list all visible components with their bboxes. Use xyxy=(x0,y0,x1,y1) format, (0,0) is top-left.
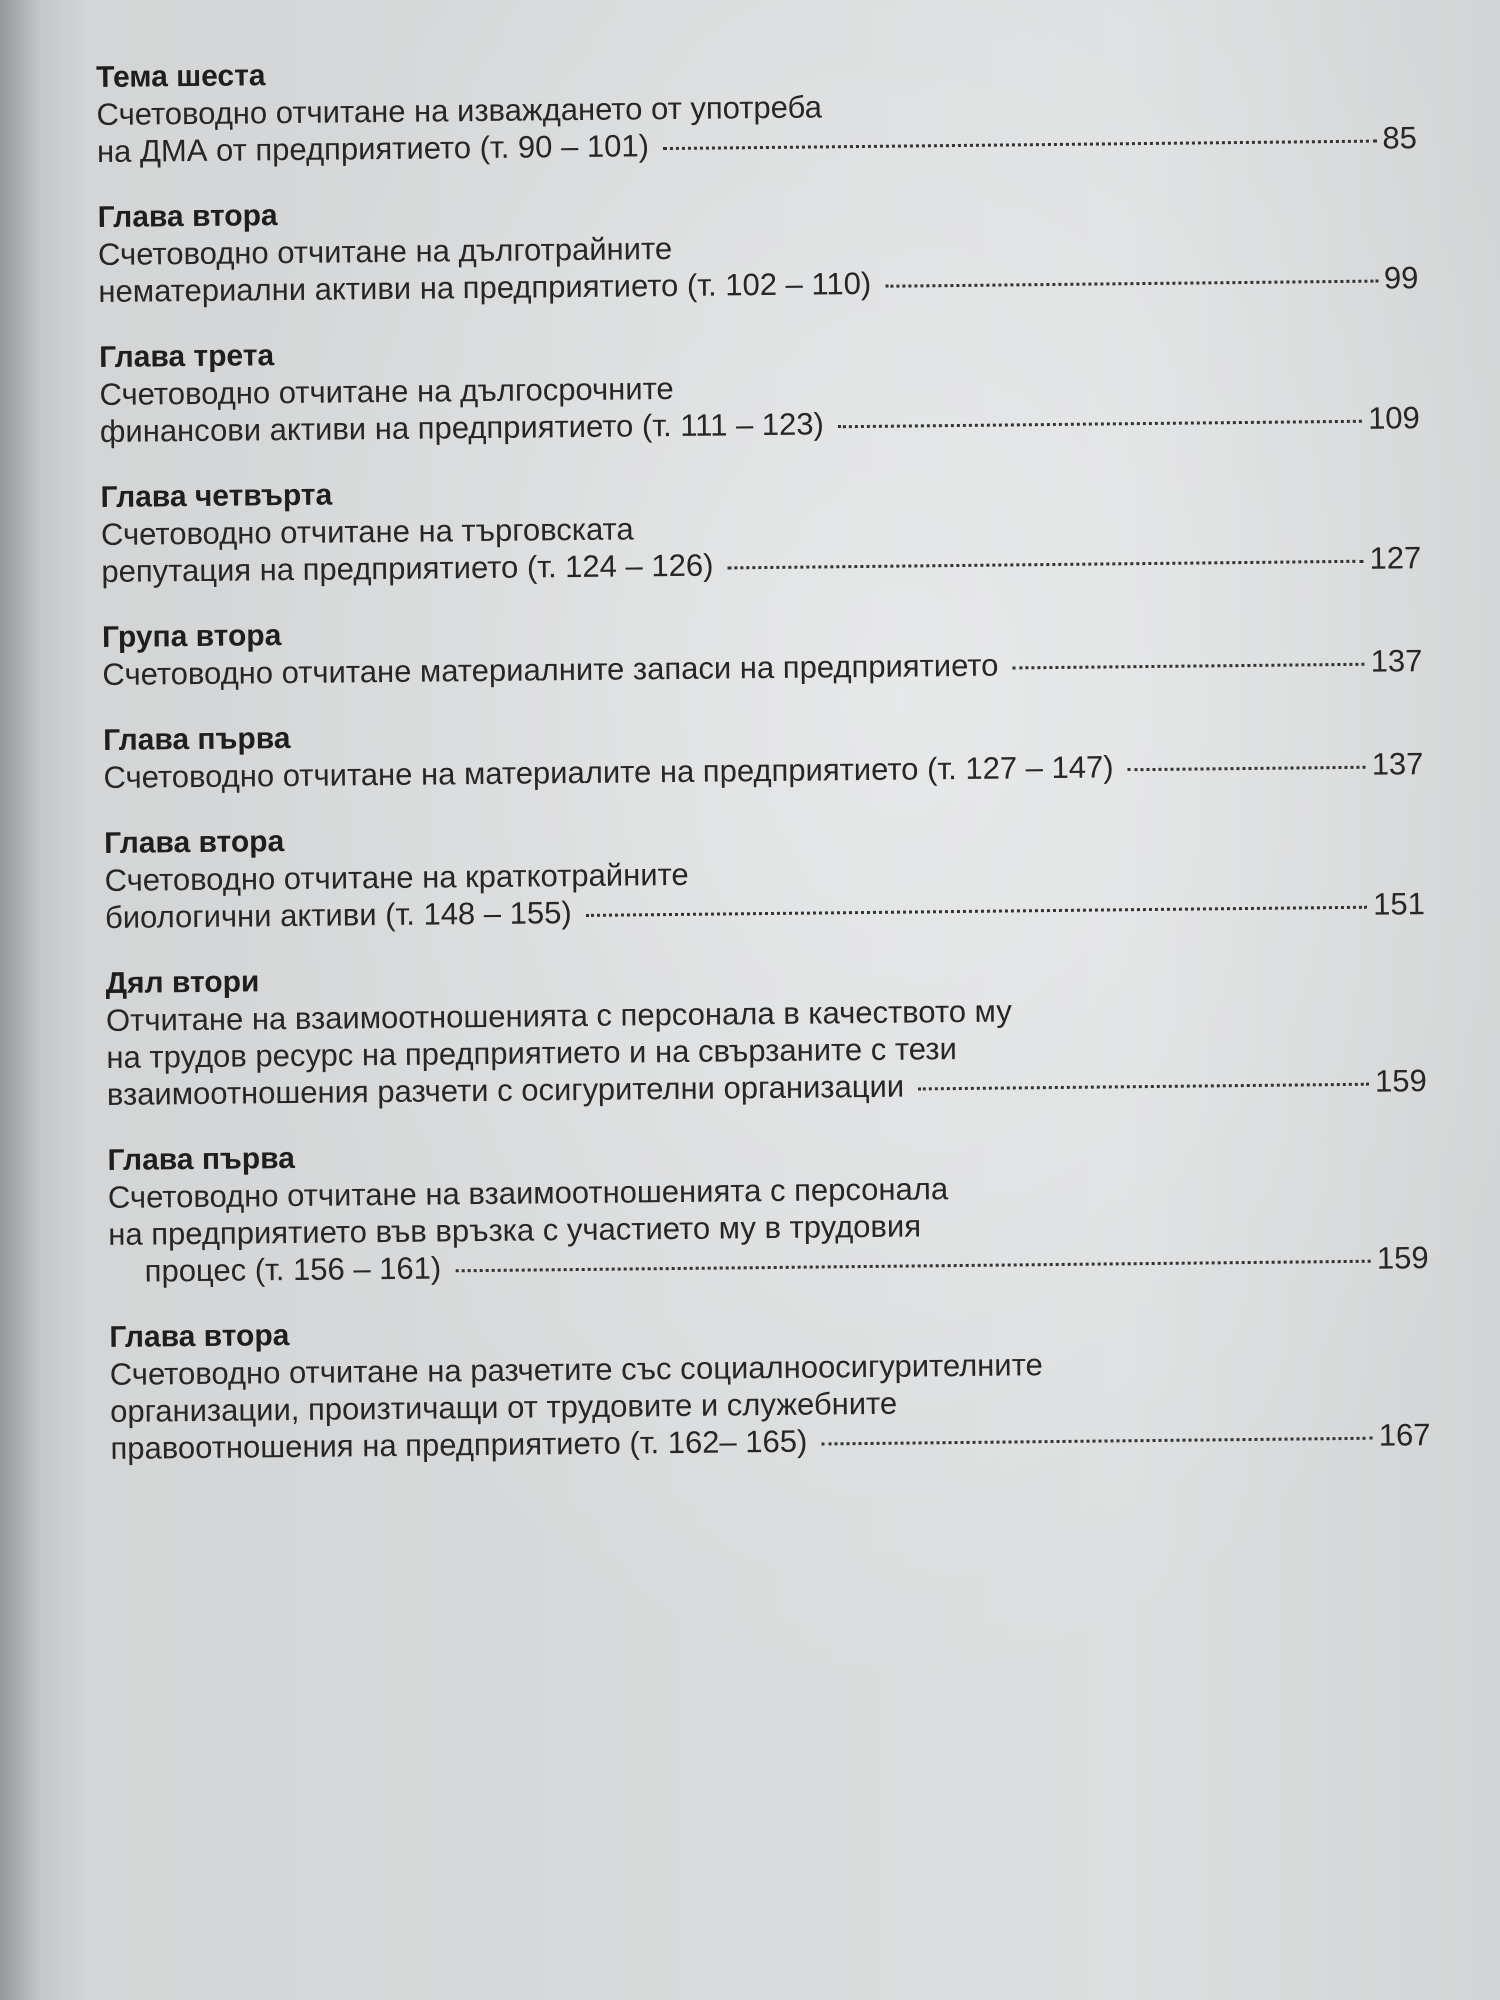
entry-title-line: правоотношения на предприятието (т. 162– 165) xyxy=(110,1423,808,1466)
entry-heading: Глава първа xyxy=(107,1141,296,1177)
entry-heading: Глава първа xyxy=(102,722,291,757)
toc-entry xyxy=(105,952,1426,1113)
entry-title-line: на трудов ресурс на предприятието и на свързаните с тези xyxy=(106,1031,957,1075)
dot-leader xyxy=(663,140,1377,150)
entry-heading: Глава трета xyxy=(98,339,275,374)
page-fold-shadow xyxy=(0,0,40,2000)
entry-title-line: финансови активи на предприятието (т. 111 – 123) xyxy=(99,406,825,449)
dot-leader xyxy=(918,1083,1369,1091)
toc-entry xyxy=(103,709,1424,796)
entry-heading: Тема шеста xyxy=(96,59,266,94)
entry-heading: Глава втора xyxy=(109,1319,290,1354)
entry-title-line: нематериални активи на предприятието (т. 102 – 110) xyxy=(98,265,872,309)
page-number: 137 xyxy=(1371,746,1424,782)
entry-title-line: биологични активи (т. 148 – 155) xyxy=(104,895,572,935)
toc-entry xyxy=(102,606,1423,693)
dot-leader xyxy=(586,906,1368,917)
entry-title-line: Счетоводно отчитане на дълготрайните xyxy=(97,230,673,272)
entry-title-line: Счетоводно отчитане на търговската xyxy=(100,511,634,552)
entry-title-line: Отчитане на взаимоотношенията с персонала в качеството му xyxy=(105,993,1012,1038)
page-number: 85 xyxy=(1382,120,1418,156)
toc-entry xyxy=(104,812,1425,936)
page-number: 159 xyxy=(1374,1063,1427,1099)
page-number: 109 xyxy=(1367,400,1421,436)
toc-entry xyxy=(99,326,1420,450)
dot-leader xyxy=(1012,663,1364,670)
table-of-contents xyxy=(96,46,1431,1497)
toc-entry xyxy=(109,1306,1430,1467)
page-number: 137 xyxy=(1370,643,1423,679)
entry-heading: Глава втора xyxy=(97,199,278,234)
entry-title-line: репутация на предприятието (т. 124 – 126) xyxy=(101,547,714,589)
entry-title-line: Счетоводно отчитане на краткотрайните xyxy=(104,856,689,898)
page-number: 99 xyxy=(1383,260,1419,296)
page-number: 151 xyxy=(1372,886,1426,922)
entry-title-line: Счетоводно отчитане на материалите на предприятието (т. 127 – 147) xyxy=(103,749,1114,795)
dot-leader xyxy=(727,560,1363,570)
page-number: 167 xyxy=(1378,1417,1431,1453)
entry-heading: Глава втора xyxy=(104,825,285,860)
page-number: 159 xyxy=(1376,1240,1429,1276)
dot-leader xyxy=(455,1260,1371,1273)
dot-leader xyxy=(838,420,1362,428)
entry-title-line: взаимоотношения разчети с осигурителни организации xyxy=(106,1068,905,1112)
dot-leader xyxy=(1128,766,1366,771)
entry-title-line: процес (т. 156 – 161) xyxy=(144,1250,442,1289)
page-number: 127 xyxy=(1369,540,1422,576)
toc-entry xyxy=(97,186,1418,310)
entry-heading: Дял втори xyxy=(105,965,260,1000)
entry-heading: Група втора xyxy=(101,619,282,654)
dot-leader xyxy=(885,280,1378,288)
entry-title-line: Счетоводно отчитане на дългосрочните xyxy=(99,370,674,412)
entry-title-line: Счетоводно отчитане на взаимоотношенията с персонала xyxy=(107,1171,949,1215)
dot-leader xyxy=(821,1437,1372,1446)
entry-title-line: Счетоводно отчитане на разчетите със социалноосигурителните xyxy=(109,1347,1043,1392)
toc-entry xyxy=(96,46,1417,170)
toc-entry xyxy=(100,466,1421,590)
toc-entry xyxy=(107,1129,1428,1290)
entry-title-line: на предприятието във връзка с участието му в трудовия xyxy=(108,1208,922,1252)
entry-title-line: на ДМА от предприятието (т. 90 – 101) xyxy=(96,128,650,169)
entry-title-line: Счетоводно отчитане на изваждането от употреба xyxy=(96,89,823,132)
entry-title-line: Счетоводно отчитане материалните запаси на предприятието xyxy=(102,647,999,692)
entry-heading: Глава четвърта xyxy=(100,478,333,514)
entry-title-line: организации, произтичащи от трудовите и служебните xyxy=(109,1385,898,1429)
